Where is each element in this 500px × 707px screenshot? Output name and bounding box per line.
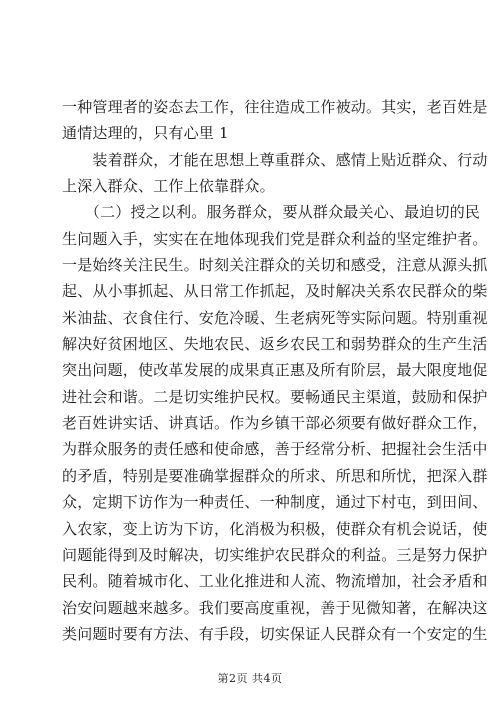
document-body [62,94,488,647]
text-line: 为群众服务的责任感和使命感，善于经常分析、把握社会生活中 [62,440,488,459]
text-line: 入农家，变上访为下访，化消极为积极，使群众有机会说话，使 [62,519,488,538]
text-line: 类问题时要有方法、有手段，切实保证人民群众有一个安定的生 [62,624,488,643]
text-line: 老百姓讲实话、讲真话。作为乡镇干部必须要有做好群众工作， [62,414,488,433]
text-line: 进社会和谐。二是切实维护民权。要畅通民主渠道，鼓励和保护 [62,387,488,406]
text-line: 上深入群众、工作上依靠群众。 [62,177,275,196]
text-line: 解决好贫困地区、失地农民、返乡农民工和弱势群众的生产生活 [62,335,488,354]
text-line: 的矛盾，特别是要准确掌握群众的所求、所思和所忧，把深入群 [62,466,488,485]
text-line: 民利。随着城市化、工业化推进和人流、物流增加，社会矛盾和 [62,572,488,591]
text-line: 一是始终关注民生。时刻关注群众的关切和感受，注意从源头抓 [62,256,488,275]
text-line: 通情达理的，只有心里 1 [62,124,229,143]
text-line: 米油盐、衣食住行、安危冷暖、生老病死等实际问题。特别重视 [62,308,488,327]
text-line: 装着群众，才能在思想上尊重群众、感情上贴近群众、行动 [62,150,488,169]
text-line: 问题能得到及时解决，切实维护农民群众的利益。三是努力保护 [62,545,488,564]
text-line: 众，定期下访作为一种责任、一种制度，通过下村屯，到田间、 [62,493,488,512]
text-line: 生问题入手，实实在在地体现我们党是群众利益的坚定维护者。 [62,229,488,248]
page-number-label: 第2页 共4页 [217,672,283,685]
text-line: 起、从小事抓起、从日常工作抓起，及时解决关系农民群众的柴 [62,282,488,301]
text-line: （二）授之以利。服务群众，要从群众最关心、最迫切的民 [62,203,481,222]
text-line: 一种管理者的姿态去工作，往往造成工作被动。其实，老百姓是 [62,98,488,116]
text-line: 治安问题越来越多。我们要高度重视，善于见微知著，在解决这 [62,598,488,617]
page-footer [0,672,500,686]
text-line: 突出问题，使改革发展的成果真正惠及所有阶层，最大限度地促 [62,361,488,380]
